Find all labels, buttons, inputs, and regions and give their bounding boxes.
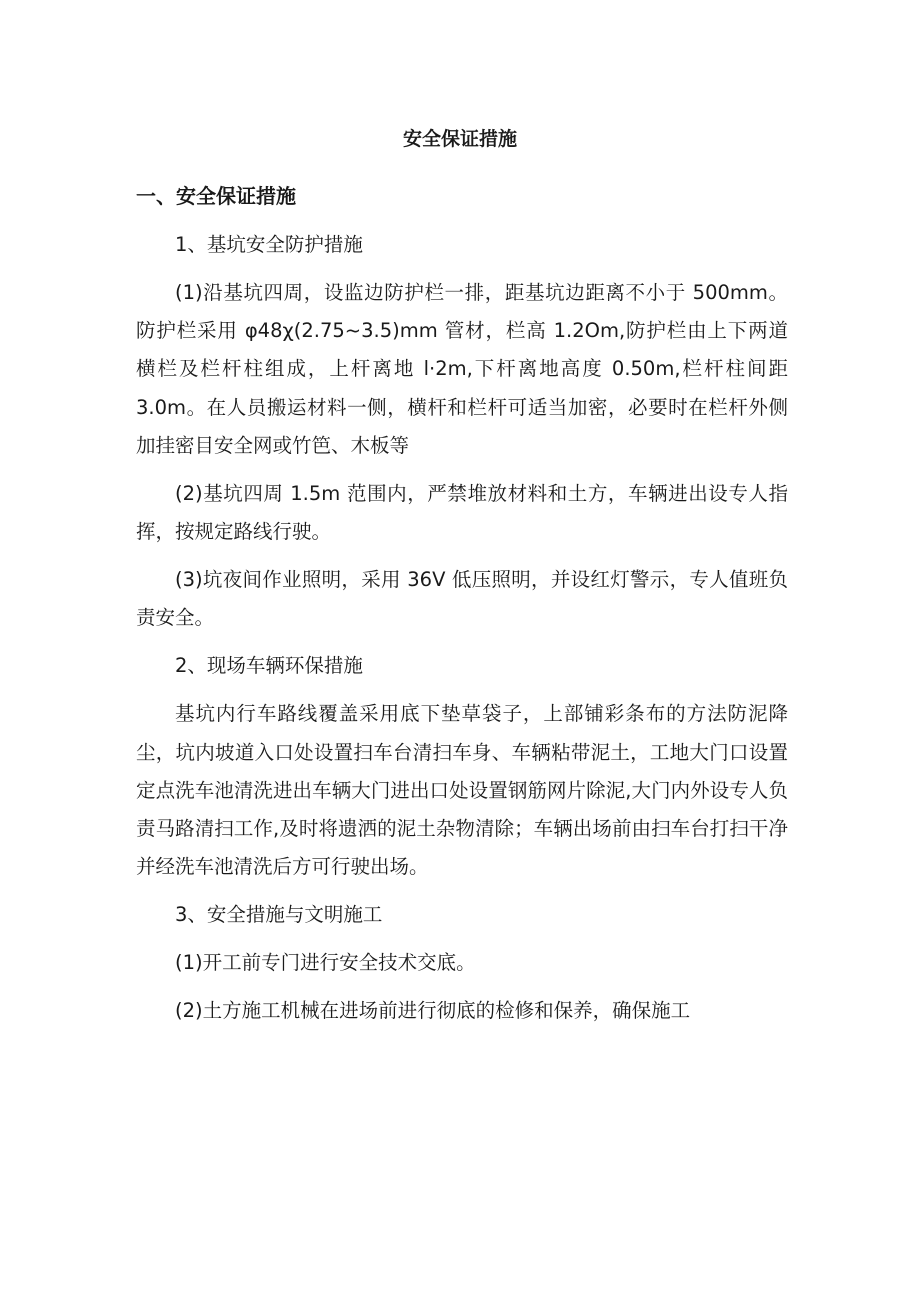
subsection-heading-pit-safety: 1、基坑安全防护措施 <box>175 233 363 256</box>
subsection-heading-vehicle-env: 2、现场车辆环保措施 <box>175 654 363 678</box>
document-body <box>136 226 788 1040</box>
paragraph-night-lighting: (3)坑夜间作业照明，采用 36V 低压照明，并设红灯警示，专人值班负责安全。 <box>136 568 788 630</box>
paragraph-machine-maintenance: (2)土方施工机械在进场前进行彻底的检修和保养，确保施工 <box>175 999 691 1023</box>
document-title: 安全保证措施 <box>402 128 517 150</box>
section-heading: 一、安全保证措施 <box>136 184 296 208</box>
paragraph-safety-briefing: (1)开工前专门进行安全技术交底。 <box>175 951 476 975</box>
paragraph-vehicle-cleaning: 基坑内行车路线覆盖采用底下垫草袋子，上部铺彩条布的方法防泥降尘，坑内坡道入口处设置扫车台清扫车身、车辆粘带泥土，工地大门口设置定点洗车池清洗进出车辆大门进出口处设置钢筋网片除泥,大门内外设专人负责马路清扫工作,及时将遗洒的泥土杂物清除；车辆出场前由扫车台打扫干净并经洗车池清洗后方可行驶出场。 <box>136 702 788 879</box>
subsection-heading-civilized-construction: 3、安全措施与文明施工 <box>175 903 383 927</box>
paragraph-stacking-limit: (2)基坑四周 1.5m 范围内，严禁堆放材料和土方，车辆进出设专人指挥，按规定路线行驶。 <box>136 481 788 544</box>
paragraph-guardrail: (1)沿基坑四周，设监边防护栏一排，距基坑边距离不小于 500mm。防护栏采用 φ48χ(2.75~3.5)mm 管材，栏高 1.2Om,防护栏由上下两道横栏及栏杆柱组成，上杆离地 l·2m,下杆离地高度 0.50m,栏杆柱间距 3.0m。在人员搬运材料一侧，横杆和栏杆可适当加密，必要时在栏杆外侧加挂密目安全网或竹笆、木板等 <box>136 280 788 458</box>
